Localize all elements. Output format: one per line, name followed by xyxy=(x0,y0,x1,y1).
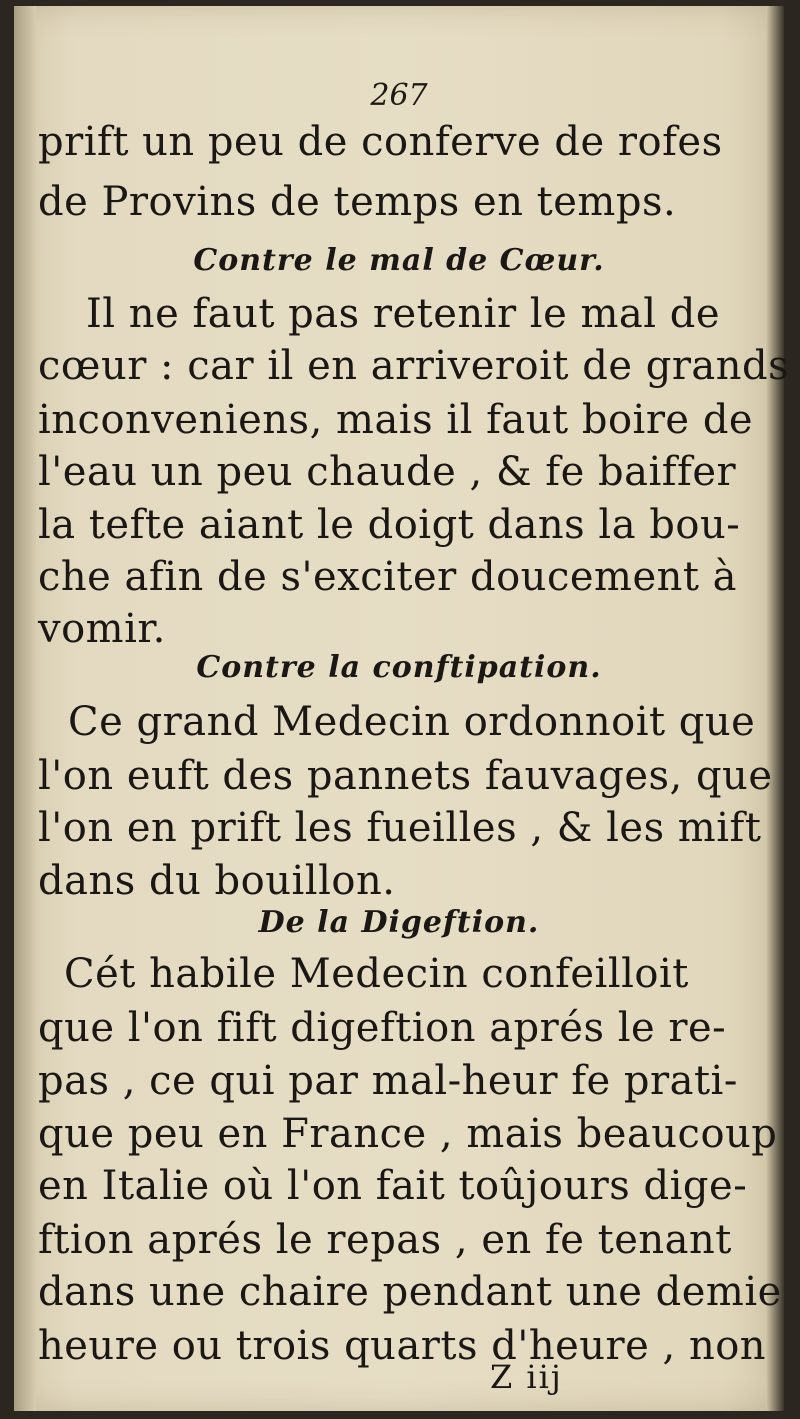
section-heading: De la Digeftion. xyxy=(258,905,540,940)
signature-mark: Z iij xyxy=(490,1358,563,1396)
text-line: de Provins de temps en temps. xyxy=(38,179,677,225)
text-line: l'on en prift les fueilles , & les mift xyxy=(38,805,762,851)
text-line: en Italie où l'on fait toûjours dige- xyxy=(38,1163,748,1209)
text-line: inconveniens, mais il faut boire de xyxy=(38,397,754,443)
text-line: prift un peu de conferve de rofes xyxy=(38,119,723,165)
text-line: cœur : car il en arriveroit de grands xyxy=(38,343,790,389)
text-line: Ce grand Medecin ordonnoit que xyxy=(68,699,756,745)
text-line: l'on euft des pannets fauvages, que xyxy=(38,753,773,799)
page-number: 267 xyxy=(370,78,428,113)
text-line: vomir. xyxy=(38,606,166,652)
text-line: que peu en France , mais beaucoup xyxy=(38,1111,778,1157)
section-heading: Contre la conftipation. xyxy=(196,650,602,685)
book-page xyxy=(14,6,790,1411)
text-line: pas , ce qui par mal-heur fe prati- xyxy=(38,1058,738,1104)
text-line: Cét habile Medecin confeilloit xyxy=(64,951,689,997)
text-line: dans du bouillon. xyxy=(38,858,396,904)
page-gutter xyxy=(14,6,36,1411)
text-line: que l'on fift digeftion aprés le re- xyxy=(38,1005,727,1051)
text-line: l'eau un peu chaude , & fe baiffer xyxy=(38,449,737,495)
section-heading: Contre le mal de Cœur. xyxy=(193,243,605,278)
text-line: heure ou trois quarts d'heure , non xyxy=(38,1323,767,1369)
text-line: che afin de s'exciter doucement à xyxy=(38,554,738,600)
text-line: la tefte aiant le doigt dans la bou- xyxy=(38,502,741,548)
text-line: ftion aprés le repas , en fe tenant xyxy=(38,1217,732,1263)
text-line: Il ne faut pas retenir le mal de xyxy=(86,291,721,337)
text-line: dans une chaire pendant une demie xyxy=(38,1269,782,1315)
